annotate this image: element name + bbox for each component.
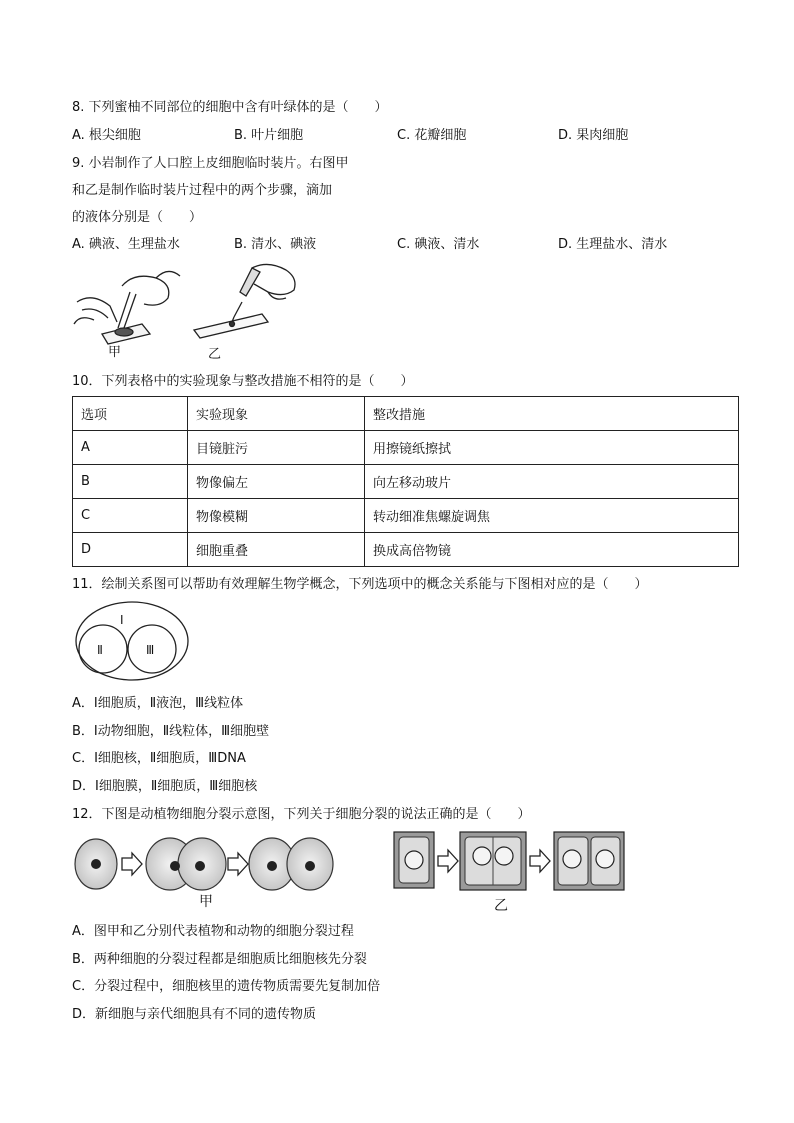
q11-option-b: B．Ⅰ动物细胞，Ⅱ线粒体，Ⅲ细胞壁 — [72, 724, 270, 739]
label-i: Ⅰ — [120, 613, 124, 627]
table-row — [73, 533, 739, 567]
q8-option-a: A. 根尖细胞 — [72, 128, 141, 143]
table-row — [73, 465, 739, 499]
outer-ellipse-i — [76, 602, 188, 680]
plant-cell-2 — [460, 832, 526, 890]
arrow-icon — [228, 853, 248, 875]
figure-label-yi: 乙 — [494, 898, 508, 914]
table-cell: A — [73, 431, 188, 465]
q9-option-c: C. 碘液、清水 — [397, 237, 480, 252]
inner-circle-ii — [79, 625, 127, 673]
q8-option-b: B. 叶片细胞 — [234, 128, 304, 143]
q8-stem: 8. 下列蜜柚不同部位的细胞中含有叶绿体的是（ ） — [72, 100, 388, 115]
table-cell: 换成高倍物镜 — [365, 533, 739, 567]
q10-stem: 10．下列表格中的实验现象与整改措施不相符的是（ ） — [72, 374, 414, 389]
q9-figure — [72, 262, 312, 362]
header-measure: 整改措施 — [365, 397, 739, 431]
table-cell: 目镜脏污 — [188, 431, 365, 465]
table-cell: 物像偏左 — [188, 465, 365, 499]
figure-label-yi: 乙 — [208, 347, 222, 362]
q12-option-c: C．分裂过程中，细胞核里的遗传物质需要先复制加倍 — [72, 979, 381, 994]
q9-stem-line-2: 和乙是制作临时装片过程中的两个步骤，滴加 — [72, 183, 333, 198]
q11-venn-diagram — [74, 600, 194, 682]
q11-option-d: D．Ⅰ细胞膜，Ⅱ细胞质，Ⅲ细胞核 — [72, 779, 258, 794]
arrow-icon — [530, 850, 550, 872]
header-option: 选项 — [73, 397, 188, 431]
q8-option-c: C. 花瓣细胞 — [397, 128, 467, 143]
table-cell: 物像模糊 — [188, 499, 365, 533]
q9-stem-line-3: 的液体分别是（ ） — [72, 210, 203, 225]
table-row — [73, 499, 739, 533]
slide-step-jia-illustration — [74, 271, 180, 344]
animal-cell-1 — [75, 839, 117, 889]
arrow-icon — [122, 853, 142, 875]
label-iii: Ⅲ — [146, 643, 155, 657]
plant-cell-1 — [394, 832, 434, 888]
q11-option-a: A．Ⅰ细胞质，Ⅱ液泡，Ⅲ线粒体 — [72, 696, 244, 711]
animal-cell-3 — [249, 838, 333, 890]
q9-stem-line-1: 9. 小岩制作了人口腔上皮细胞临时装片。右图甲 — [72, 156, 349, 171]
table-cell: C — [73, 499, 188, 533]
animal-cell-2 — [146, 838, 226, 890]
plant-cell-3 — [554, 832, 624, 890]
table-header-row — [73, 397, 739, 431]
q9-option-a: A. 碘液、生理盐水 — [72, 237, 180, 252]
arrow-icon — [438, 850, 458, 872]
label-ii: Ⅱ — [97, 643, 103, 657]
q12-option-d: D．新细胞与亲代细胞具有不同的遗传物质 — [72, 1007, 317, 1022]
q8-option-d: D. 果肉细胞 — [558, 128, 629, 143]
table-cell: D — [73, 533, 188, 567]
q11-option-c: C．Ⅰ细胞核，Ⅱ细胞质，ⅢDNA — [72, 751, 246, 766]
table-row — [73, 431, 739, 465]
q10-table — [72, 396, 739, 567]
table-cell: 用擦镜纸擦拭 — [365, 431, 739, 465]
q9-option-b: B. 清水、碘液 — [234, 237, 317, 252]
figure-label-jia: 甲 — [199, 894, 213, 910]
table-cell: 向左移动玻片 — [365, 465, 739, 499]
q12-figure-yi — [392, 828, 626, 914]
table-cell: 细胞重叠 — [188, 533, 365, 567]
header-phenomenon: 实验现象 — [188, 397, 365, 431]
figure-label-jia: 甲 — [108, 345, 122, 360]
q12-option-a: A．图甲和乙分别代表植物和动物的细胞分裂过程 — [72, 924, 354, 939]
table-cell: B — [73, 465, 188, 499]
q12-option-b: B．两种细胞的分裂过程都是细胞质比细胞核先分裂 — [72, 952, 367, 967]
q11-stem: 11．绘制关系图可以帮助有效理解生物学概念，下列选项中的概念关系能与下图相对应的是（ ） — [72, 577, 648, 592]
slide-step-yi-illustration — [194, 264, 295, 338]
q12-stem: 12．下图是动植物细胞分裂示意图，下列关于细胞分裂的说法正确的是（ ） — [72, 807, 531, 822]
q9-option-d: D. 生理盐水、清水 — [558, 237, 668, 252]
q12-figure-jia — [74, 832, 336, 912]
table-cell: 转动细准焦螺旋调焦 — [365, 499, 739, 533]
